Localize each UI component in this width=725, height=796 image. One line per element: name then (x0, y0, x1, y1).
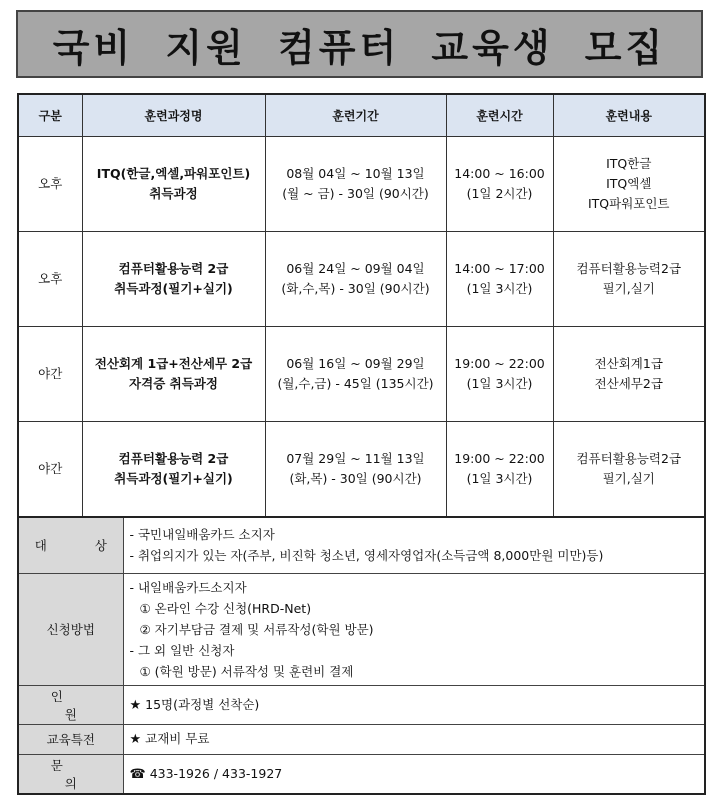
content-line: 컴퓨터활용능력2급 (576, 450, 682, 466)
time-line: (1일 3시간) (466, 470, 533, 486)
row-course (82, 137, 265, 232)
apply-line: ① (학원 방문) 서류작성 및 훈련비 결제 (139, 663, 354, 679)
period-line: (화,수,목) - 30일 (90시간) (281, 281, 430, 296)
schedule-header-row (18, 94, 705, 137)
row-time (446, 232, 553, 327)
apply-value (123, 573, 705, 685)
content-line: 필기,실기 (602, 470, 655, 486)
course-line: 취득과정(필기+실기) (114, 281, 233, 296)
target-label: 대 상 (18, 517, 123, 573)
row-time (446, 422, 553, 517)
header-course: 훈련과정명 (82, 94, 265, 137)
apply-line: - 그 외 일반 신청자 (129, 642, 235, 658)
course-line: 자격증 취득과정 (129, 376, 218, 391)
target-value (123, 517, 705, 573)
info-row-apply (18, 573, 705, 685)
course-line: ITQ(한글,엑셀,파워포인트) (96, 166, 251, 181)
course-line: 컴퓨터활용능력 2급 (118, 261, 229, 276)
contact-label: 문 의 (18, 754, 123, 794)
apply-label: 신청방법 (18, 573, 123, 685)
row-period (265, 232, 446, 327)
info-row-target (18, 517, 705, 573)
row-time (446, 327, 553, 422)
info-table (17, 516, 706, 795)
schedule-table (17, 93, 706, 518)
row-period (265, 137, 446, 232)
benefit-label: 교육특전 (18, 724, 123, 754)
contact-value: ☎ 433-1926 / 433-1927 (123, 754, 705, 794)
table-row (18, 327, 705, 422)
time-line: (1일 2시간) (466, 186, 533, 201)
row-content (553, 232, 705, 327)
time-line: 19:00 ~ 22:00 (454, 450, 545, 466)
capacity-label: 인 원 (18, 685, 123, 724)
header-content: 훈련내용 (553, 94, 705, 137)
period-line: (월 ~ 금) - 30일 (90시간) (282, 186, 429, 201)
title-banner (16, 10, 703, 78)
content-line: ITQ엑셀 (606, 176, 652, 191)
row-course (82, 422, 265, 517)
row-content (553, 422, 705, 517)
time-line: 14:00 ~ 17:00 (454, 261, 545, 276)
header-time: 훈련시간 (446, 94, 553, 137)
row-course (82, 327, 265, 422)
table-row (18, 232, 705, 327)
row-period (265, 422, 446, 517)
period-line: 08월 04일 ~ 10월 13일 (286, 166, 425, 181)
table-row (18, 137, 705, 232)
phone-icon: ☎ (129, 766, 146, 782)
time-line: 14:00 ~ 16:00 (454, 166, 545, 181)
course-line: 컴퓨터활용능력 2급 (118, 450, 229, 466)
period-line: (화,목) - 30일 (90시간) (289, 470, 422, 486)
time-line: 19:00 ~ 22:00 (454, 356, 545, 371)
course-line: 취득과정 (149, 186, 198, 201)
time-line: (1일 3시간) (466, 281, 533, 296)
info-row-benefit (18, 724, 705, 754)
star-icon: ★ (129, 697, 142, 713)
row-content (553, 137, 705, 232)
row-category: 야간 (18, 422, 82, 517)
period-line: (월,수,금) - 45일 (135시간) (277, 376, 434, 391)
target-line: - 국민내일배움카드 소지자 (129, 527, 275, 543)
row-period (265, 327, 446, 422)
period-line: 07월 29일 ~ 11월 13일 (286, 450, 425, 466)
benefit-value: ★ 교재비 무료 (123, 724, 705, 754)
row-category: 오후 (18, 137, 82, 232)
table-row (18, 422, 705, 517)
apply-line: - 내일배움카드소지자 (129, 579, 247, 595)
content-line: ITQ파워포인트 (587, 196, 670, 211)
period-line: 06월 16일 ~ 09월 29일 (286, 356, 425, 371)
period-line: 06월 24일 ~ 09월 04일 (286, 261, 425, 276)
row-category: 야간 (18, 327, 82, 422)
row-content (553, 327, 705, 422)
target-line: - 취업의지가 있는 자(주부, 비진학 청소년, 영세자영업자(소득금액 8,000만원 미만)등) (129, 548, 604, 564)
time-line: (1일 3시간) (466, 376, 533, 391)
info-row-capacity (18, 685, 705, 724)
course-line: 취득과정(필기+실기) (114, 470, 233, 486)
content-line: ITQ한글 (606, 156, 652, 171)
row-course (82, 232, 265, 327)
capacity-value: ★ 15명(과정별 선착순) (123, 685, 705, 724)
header-period: 훈련기간 (265, 94, 446, 137)
content-line: 컴퓨터활용능력2급 (576, 261, 682, 276)
course-line: 전산회계 1급+전산세무 2급 (94, 356, 253, 371)
row-time (446, 137, 553, 232)
content-line: 전산회계1급 (594, 356, 663, 371)
apply-line: ② 자기부담금 결제 및 서류작성(학원 방문) (139, 621, 374, 637)
info-row-contact (18, 754, 705, 794)
apply-line: ① 온라인 수강 신청(HRD-Net) (139, 600, 312, 616)
star-icon: ★ (129, 732, 142, 747)
row-category: 오후 (18, 232, 82, 327)
content-line: 필기,실기 (602, 281, 655, 296)
content-line: 전산세무2급 (594, 376, 663, 391)
page-title: 국비 지원 컴퓨터 교육생 모집 (52, 25, 667, 70)
header-category: 구분 (18, 94, 82, 137)
